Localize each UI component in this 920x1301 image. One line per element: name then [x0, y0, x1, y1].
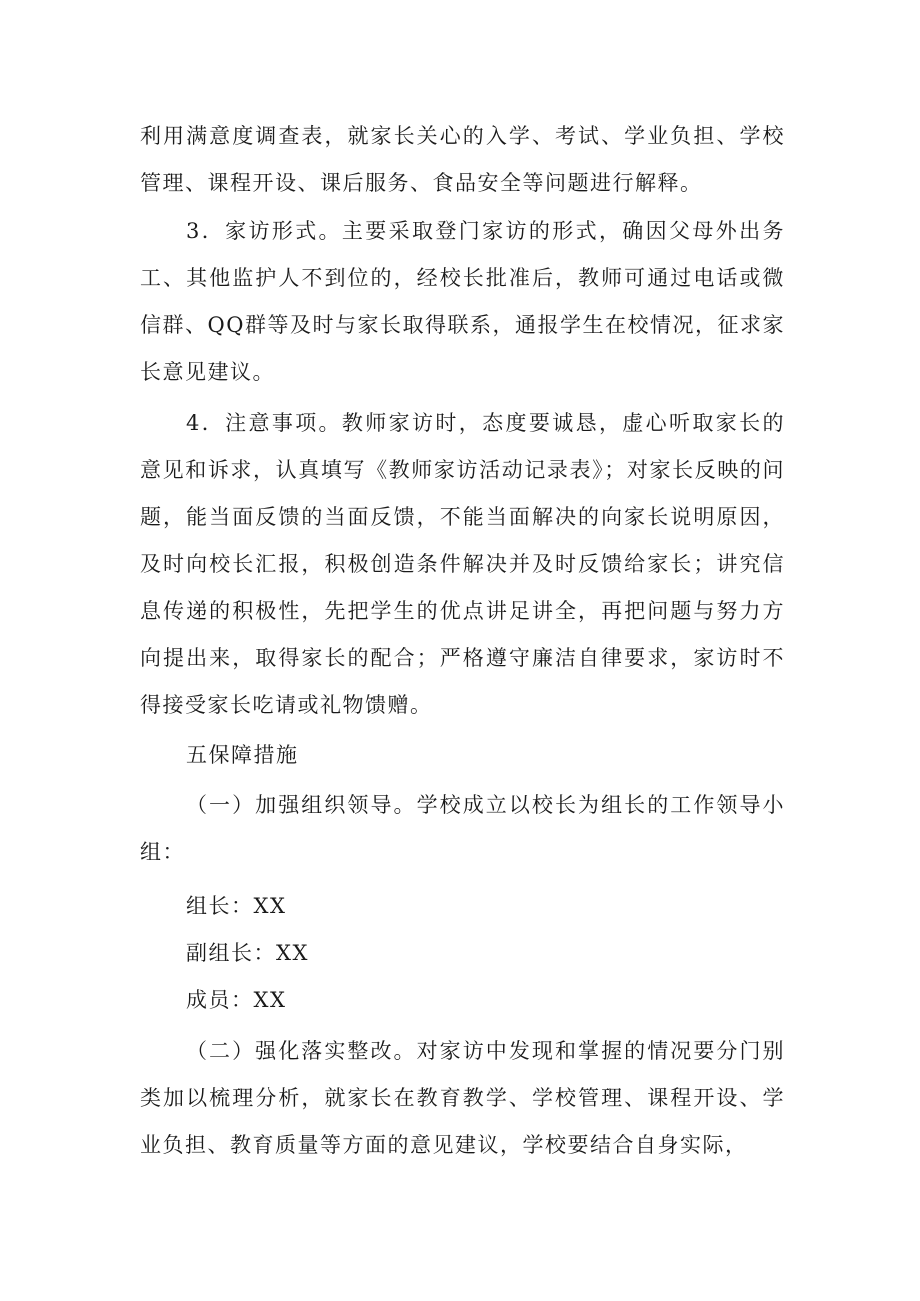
paragraph-continuation: 利用满意度调查表，就家长关心的入学、考试、学业负担、学校管理、课程开设、课后服务、食品安全等问题进行解释。	[140, 124, 785, 195]
paragraph-item-4-notes: 4．注意事项。教师家访时，态度要诚恳，虚心听取家长的意见和诉求，认真填写《教师家访活动记录表》；对家长反映的问题，能当面反馈的当面反馈，不能当面解决的向家长说明原因，及时向校长汇报，积极创造条件解决并及时反馈给家长；讲究信息传递的积极性，先把学生的优点讲足讲全，再把问题与努力方向提出来，取得家长的配合；严格遵守廉洁自律要求，家访时不得接受家长吃请或礼物馈赠。	[140, 411, 785, 717]
leader-line: 组长：XX	[186, 894, 287, 918]
paragraph-sub-2-rectification: （二）强化落实整改。对家访中发现和掌握的情况要分门别类加以梳理分析，就家长在教育教学、学校管理、课程开设、学业负担、教育质量等方面的意见建议，学校要结合自身实际，	[140, 1039, 785, 1157]
members-line: 成员：XX	[186, 988, 287, 1012]
deputy-leader-line: 副组长：XX	[186, 941, 309, 965]
paragraph-sub-1-organization: （一）加强组织领导。学校成立以校长为组长的工作领导小组：	[140, 793, 785, 864]
section-heading-five: 五保障措施	[186, 743, 299, 767]
paragraph-item-3-home-visit-form: 3．家访形式。主要采取登门家访的形式，确因父母外出务工、其他监护人不到位的，经校长批准后，教师可通过电话或微信群、QQ群等及时与家长取得联系，通报学生在校情况，征求家长意见建议。	[140, 219, 785, 384]
